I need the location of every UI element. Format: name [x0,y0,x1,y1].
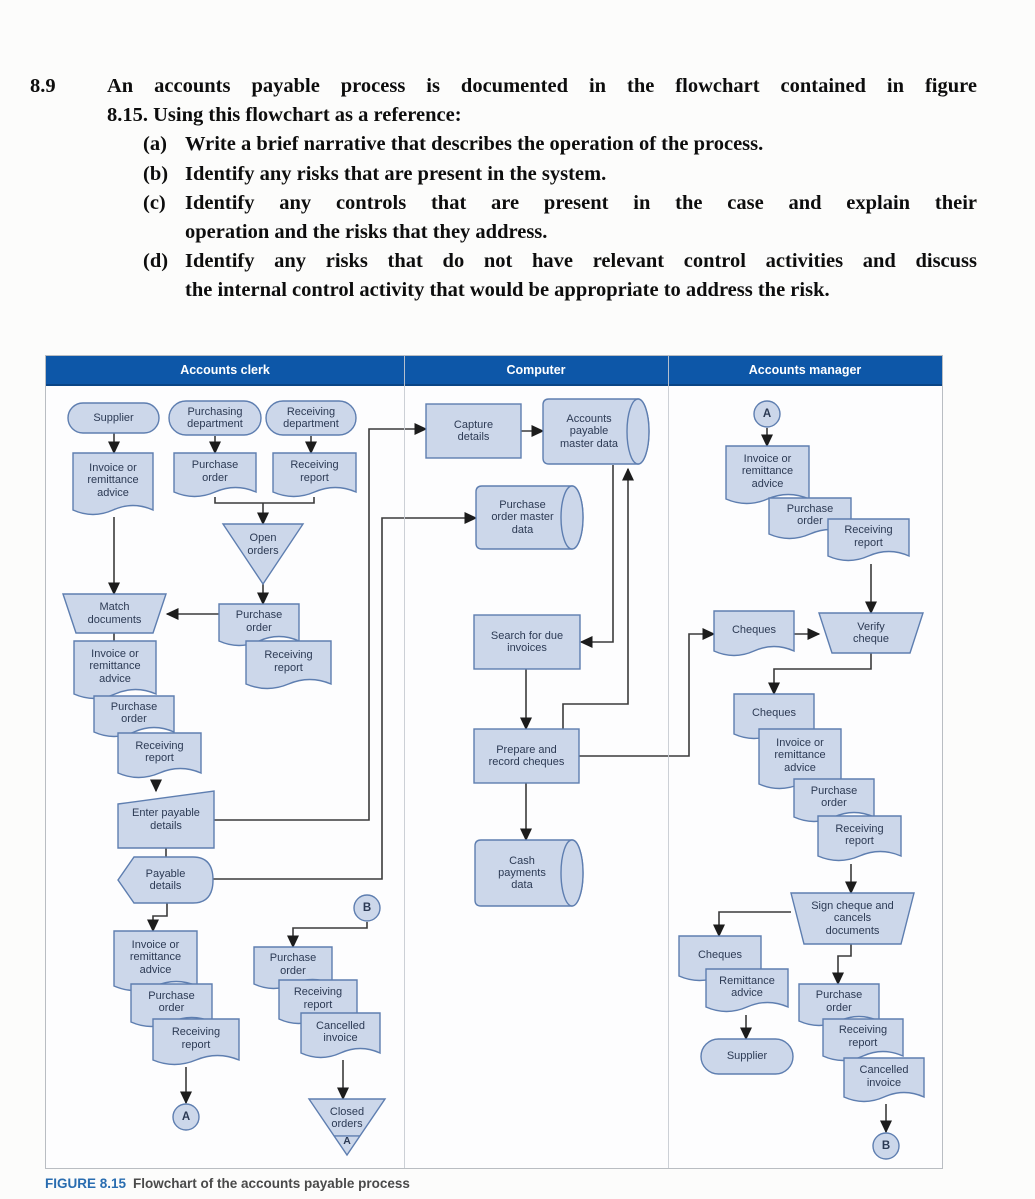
clerk-closed-orders-file-sub-label: A [343,1134,351,1147]
swimlane-header [46,356,942,386]
clerk-cancelled-invoice-doc-label: Cancelled invoice [316,1019,365,1044]
flowchart-figure [45,355,943,1169]
question-text-line: An accounts payable process is documented in the flowchart contained in figure [107,75,977,97]
flow-edge [213,518,476,879]
clerk-invoice-doc-2-label: Invoice or remittance advice [89,648,141,685]
manager-connector-a-label: A [762,407,772,420]
question-item-body [185,130,977,159]
manager-supplier-terminator-label: Supplier [726,1050,768,1063]
clerk-closed-orders-file [309,1099,385,1155]
question-item [107,160,977,189]
question-intro [107,72,977,130]
flowchart-canvas [46,356,942,1168]
computer-ap-master-data-endcap [627,399,649,464]
question-number: 8.9 [30,75,56,97]
manager-receiving-report-doc-3 [823,1019,903,1061]
clerk-supplier-terminator-label: Supplier [93,411,134,424]
clerk-enter-payable-details-label: Enter payable details [132,807,200,832]
clerk-purchasing-dept [169,401,261,435]
clerk-connector-b-label: B [362,901,372,914]
question-item-body [185,160,977,189]
clerk-invoice-doc-3 [114,931,197,991]
clerk-invoice-doc-2 [74,641,156,699]
computer-cash-payments-data-label: Cash payments data [498,854,546,892]
clerk-purchasing-dept-label: Purchasing department [187,405,243,430]
computer-capture-details [426,404,521,458]
question-content [107,72,977,306]
clerk-payable-details-label: Payable details [145,867,186,892]
question-text-line: the internal control activity that would be appropriate to address the risk. [185,279,830,302]
question-item-body [185,247,977,305]
manager-supplier-terminator [701,1039,793,1074]
manager-purchase-order-doc-2-label: Purchase order [810,784,858,809]
question-text-line: 8.15. Using this flowchart as a reference: [107,104,462,127]
question-text-line: Identify any risks that are present in the system. [185,162,607,185]
manager-receiving-report-doc-3-label: Receiving report [838,1024,888,1049]
manager-purchase-order-doc-3-label: Purchase order [815,989,863,1014]
figure-caption [45,1176,410,1191]
clerk-closed-orders-file-label: Closed orders [329,1106,365,1131]
manager-sign-cheque [791,893,914,944]
clerk-receiving-report-doc-3 [118,733,201,778]
manager-cancelled-invoice-doc [844,1058,924,1102]
figure-caption-text: Flowchart of the accounts payable process [133,1176,410,1191]
clerk-purchase-order-doc-5-label: Purchase order [269,952,317,977]
clerk-invoice-doc-1 [73,453,153,515]
flow-edge [774,653,871,694]
computer-search-due-invoices [474,615,580,669]
figure-caption-label: FIGURE 8.15 [45,1176,127,1191]
clerk-receiving-report-doc-4-label: Receiving report [171,1026,221,1051]
clerk-receiving-report-doc-1 [273,453,356,497]
manager-connector-b-label: B [881,1139,891,1152]
flow-edge [581,465,613,642]
question-block [30,72,977,306]
flow-edge [838,944,851,984]
question-item [107,130,977,159]
clerk-open-orders-file [223,524,303,584]
clerk-connector-b [354,895,380,921]
clerk-receiving-report-doc-1-label: Receiving report [290,459,339,484]
flow-edge [293,922,367,947]
clerk-connector-a [173,1104,199,1130]
question-item [107,247,977,305]
question-item-body [185,189,977,247]
question-item-label: (b) [143,162,169,185]
manager-receiving-report-doc-2 [818,816,901,861]
clerk-receiving-report-doc-5-label: Receiving report [293,986,343,1011]
computer-prepare-cheques-label: Prepare and record cheques [488,743,565,768]
clerk-purchase-order-doc-4-label: Purchase order [148,989,195,1014]
lane-divider [404,356,405,1168]
manager-remittance-advice-doc [706,969,788,1012]
clerk-match-documents [63,594,166,633]
question-text-line: Identify any risks that do not have relevant control activities and discuss [185,250,977,273]
flow-edge [719,912,791,936]
clerk-receiving-report-doc-3-label: Receiving report [135,739,184,764]
manager-verify-cheque-label: Verify cheque [852,620,890,645]
manager-cheques-doc-1-label: Cheques [731,623,777,636]
clerk-purchase-order-doc-3 [94,696,174,737]
manager-receiving-report-doc-1 [828,519,909,561]
question-item-label: (a) [143,133,167,156]
manager-invoice-doc-1 [726,446,809,504]
clerk-receiving-report-doc-2 [246,641,331,689]
lane-title: Computer [506,363,566,377]
flow-edge [153,903,167,931]
manager-cheques-doc-2-label: Cheques [751,706,797,719]
lane-title: Accounts manager [748,363,862,377]
manager-connector-a [754,401,780,427]
manager-purchase-order-doc-1-label: Purchase order [786,502,834,527]
manager-purchase-order-doc-2 [794,779,874,822]
clerk-receiving-dept [266,401,356,435]
question-text-line: Identify any controls that are present in the case and explain their [185,191,977,214]
manager-invoice-doc-1-label: Invoice or remittance advice [741,453,794,490]
manager-connector-b [873,1133,899,1159]
question-item-label: (c) [143,191,166,214]
flow-edge [215,497,314,503]
clerk-purchase-order-doc-2-label: Purchase order [235,609,283,634]
clerk-payable-details [118,857,213,903]
computer-search-due-invoices-label: Search for due invoices [490,629,564,654]
clerk-cancelled-invoice-doc [301,1013,380,1058]
clerk-open-orders-file-label: Open orders [247,532,279,557]
clerk-receiving-dept-label: Receiving department [283,405,339,430]
manager-cheques-doc-1 [714,611,794,656]
manager-verify-cheque [819,613,923,653]
clerk-purchase-order-doc-1-label: Purchase order [191,459,239,484]
manager-sign-cheque-label: Sign cheque and cancels documents [811,900,894,937]
computer-po-master-data-label: Purchase order master data [491,499,554,536]
computer-po-master-data-endcap [561,486,583,549]
clerk-purchase-order-doc-1 [174,453,256,497]
clerk-supplier-terminator [68,403,159,433]
computer-prepare-cheques [474,729,579,783]
flow-edge [579,634,714,756]
manager-receiving-report-doc-2-label: Receiving report [835,822,884,847]
question-text-line: Write a brief narrative that describes the operation of the process. [185,133,764,156]
manager-cancelled-invoice-doc-label: Cancelled invoice [859,1064,909,1089]
question-item-label: (d) [143,250,169,273]
lane-title: Accounts clerk [180,363,270,377]
question-text-line: operation and the risks that they address. [185,221,548,244]
clerk-invoice-doc-3-label: Invoice or remittance advice [129,939,182,976]
clerk-purchase-order-doc-3-label: Purchase order [110,700,158,725]
clerk-purchase-order-doc-2 [219,604,299,646]
computer-cash-payments-data-endcap [561,840,583,906]
question-item [107,189,977,247]
clerk-invoice-doc-1-label: Invoice or remittance advice [87,462,139,499]
question-items [107,130,977,305]
lane-divider [668,356,669,1168]
computer-ap-master-data-label: Accounts payable master data [559,413,619,450]
manager-invoice-doc-2-label: Invoice or remittance advice [774,737,826,774]
clerk-enter-payable-details [118,791,214,848]
clerk-receiving-report-doc-4 [153,1019,239,1065]
manager-remittance-advice-doc-label: Remittance advice [719,974,775,999]
manager-cheques-doc-3-label: Cheques [697,948,743,961]
manager-receiving-report-doc-1-label: Receiving report [844,524,893,549]
clerk-receiving-report-doc-2-label: Receiving report [264,649,313,674]
computer-capture-details-label: Capture details [453,418,494,443]
clerk-match-documents-label: Match documents [87,601,142,626]
clerk-connector-a-label: A [181,1110,191,1123]
